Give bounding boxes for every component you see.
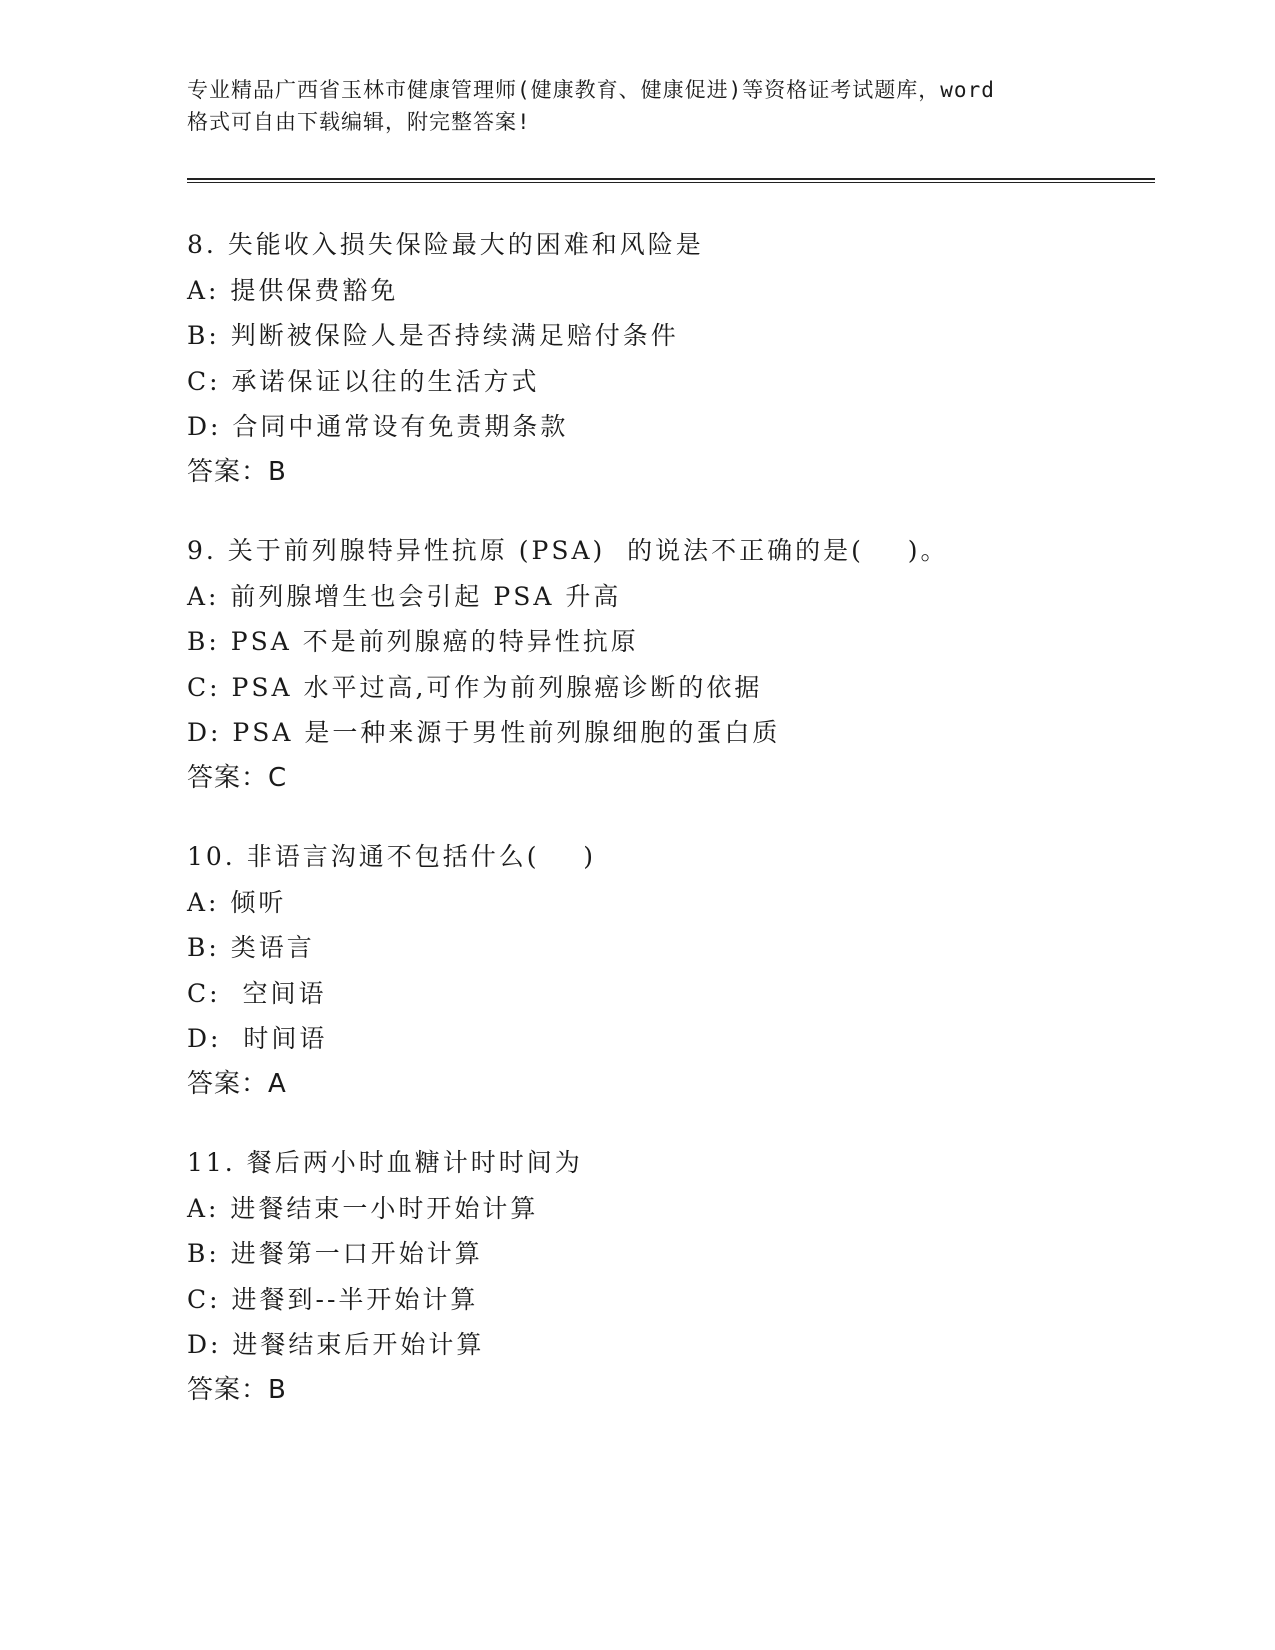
answer: 答案：B bbox=[187, 456, 287, 487]
question-stem: 10. 非语言沟通不包括什么( ) bbox=[187, 842, 596, 871]
answer: 答案：C bbox=[187, 762, 288, 793]
option-a: A: 倾听 bbox=[187, 887, 287, 917]
answer: 答案：B bbox=[187, 1374, 287, 1405]
option-b: B: PSA 不是前列腺癌的特异性抗原 bbox=[187, 627, 639, 656]
question-stem: 8. 失能收入损失保险最大的困难和风险是 bbox=[187, 230, 704, 259]
option-a: A: 前列腺增生也会引起 PSA 升高 bbox=[187, 581, 622, 611]
question-8 bbox=[187, 222, 1187, 495]
option-a: A: 进餐结束一小时开始计算 bbox=[187, 1193, 539, 1223]
question-10 bbox=[187, 834, 1187, 1107]
option-c: C: 空间语 bbox=[187, 978, 327, 1008]
question-9 bbox=[187, 528, 1187, 801]
option-d: D: 时间语 bbox=[187, 1024, 328, 1053]
option-d: D: 进餐结束后开始计算 bbox=[187, 1330, 485, 1359]
option-b: B: 判断被保险人是否持续满足赔付条件 bbox=[187, 321, 679, 350]
option-c: C: 进餐到--半开始计算 bbox=[187, 1284, 479, 1314]
question-stem: 9. 关于前列腺特异性抗原 (PSA) 的说法不正确的是( )。 bbox=[187, 536, 949, 565]
option-c: C: PSA 水平过高,可作为前列腺癌诊断的依据 bbox=[187, 672, 763, 702]
header-line-2: 格式可自由下载编辑，附完整答案! bbox=[187, 110, 531, 134]
option-c: C: 承诺保证以往的生活方式 bbox=[187, 366, 540, 396]
header-line-1: 专业精品广西省玉林市健康管理师(健康教育、健康促进)等资格证考试题库，word bbox=[187, 78, 995, 102]
option-d: D: PSA 是一种来源于男性前列腺细胞的蛋白质 bbox=[187, 718, 781, 747]
question-11 bbox=[187, 1140, 1187, 1413]
option-b: B: 进餐第一口开始计算 bbox=[187, 1239, 483, 1268]
document-header bbox=[187, 74, 1087, 138]
answer: 答案：A bbox=[187, 1068, 287, 1099]
option-b: B: 类语言 bbox=[187, 933, 315, 962]
option-a: A: 提供保费豁免 bbox=[187, 275, 399, 305]
header-divider bbox=[187, 178, 1155, 183]
question-stem: 11. 餐后两小时血糖计时时间为 bbox=[187, 1148, 583, 1177]
option-d: D: 合同中通常设有免责期条款 bbox=[187, 412, 569, 441]
